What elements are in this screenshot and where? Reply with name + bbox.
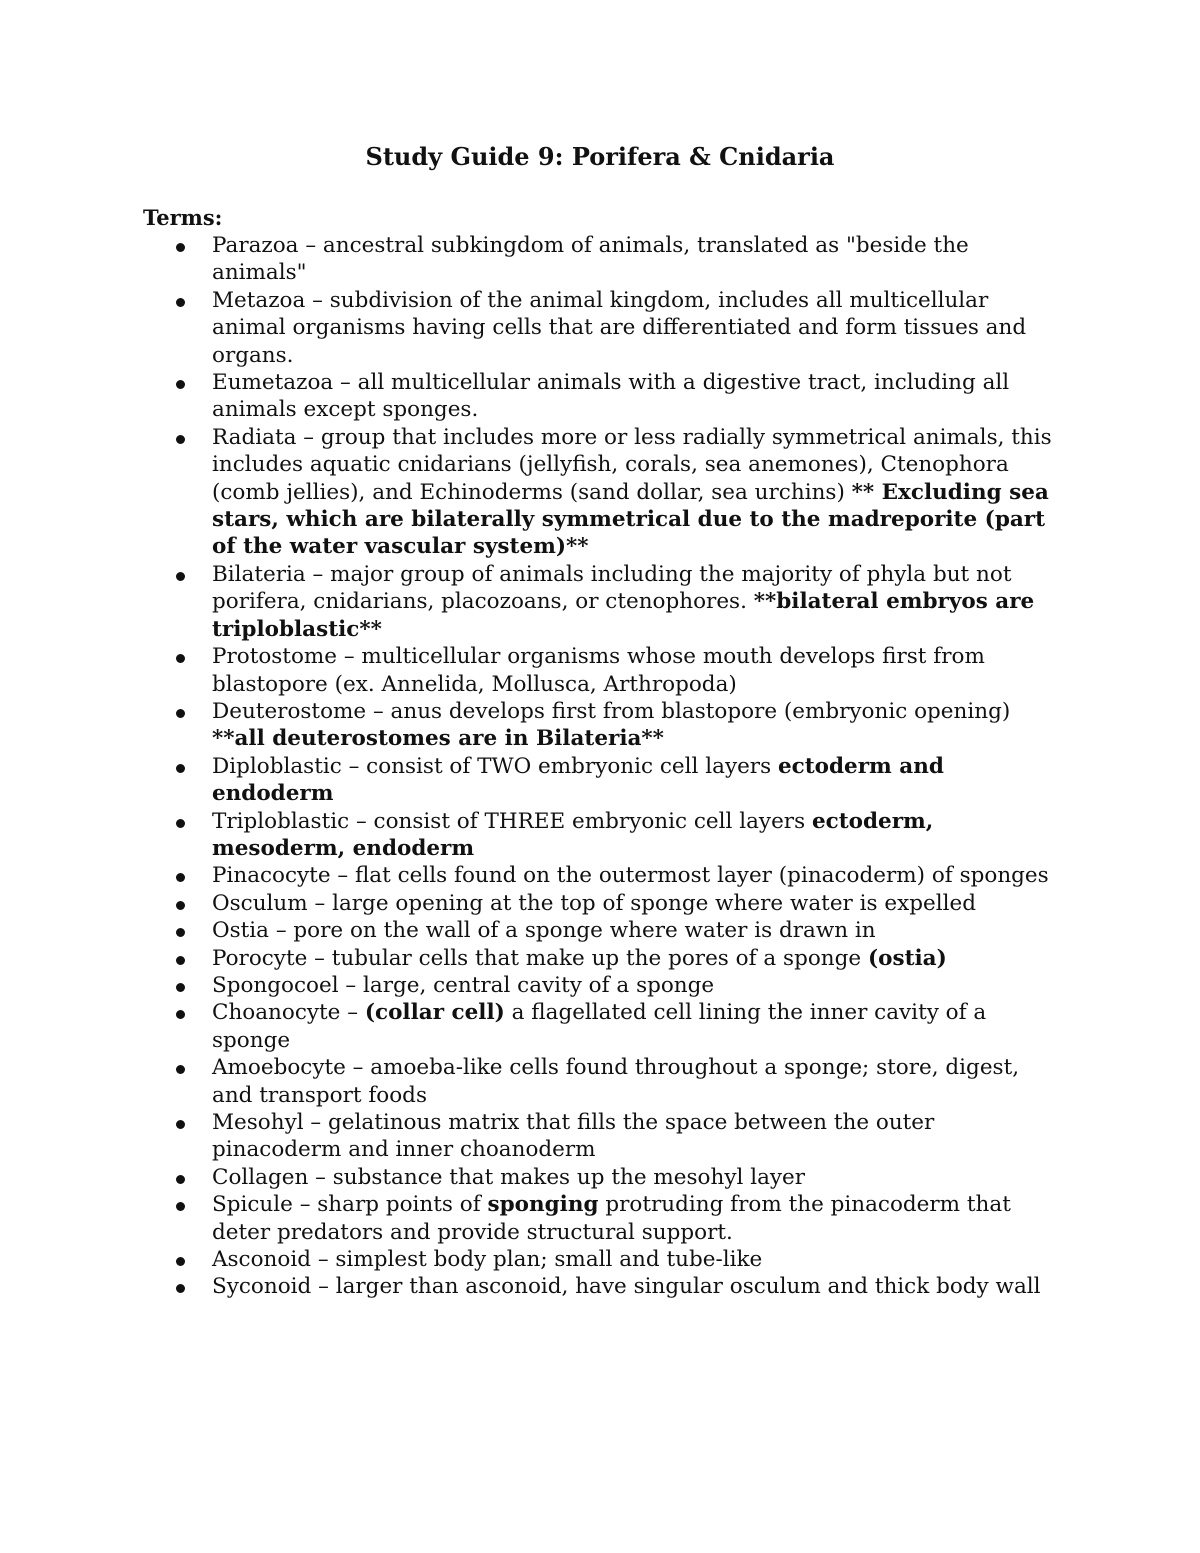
list-item <box>212 808 1060 863</box>
list-item <box>212 424 1060 561</box>
list-item <box>212 999 1060 1054</box>
list-item <box>212 945 1060 972</box>
list-item <box>212 698 1060 753</box>
list-item <box>212 862 1060 889</box>
terms-list <box>143 232 1060 1301</box>
list-item <box>212 1164 1060 1191</box>
term-definition: – flat cells found on the outermost layer (pinacoderm) of sponges <box>330 863 1049 889</box>
term-definition: – <box>340 1000 365 1026</box>
term-name: Collagen <box>212 1164 309 1190</box>
term-name: Radiata <box>212 424 297 450</box>
term-name: Bilateria <box>212 561 306 587</box>
list-item <box>212 643 1060 698</box>
list-item <box>212 369 1060 424</box>
term-definition: – large, central cavity of a sponge <box>338 972 715 998</box>
term-emphasis: **all deuterostomes are in Bilateria** <box>212 726 664 752</box>
term-definition: – subdivision of the animal kingdom, includes all multicellular animal organisms having cells that are differentiated and form tissues and organs. <box>212 287 1027 368</box>
term-definition: – consist of TWO embryonic cell layers <box>341 753 778 779</box>
list-item <box>212 753 1060 808</box>
term-name: Diploblastic <box>212 753 342 779</box>
list-item <box>212 561 1060 643</box>
term-definition: – ancestral subkingdom of animals, translated as "beside the animals" <box>212 233 969 286</box>
list-item <box>212 1273 1060 1300</box>
term-definition: – tubular cells that make up the pores of a sponge <box>307 945 868 971</box>
term-definition: – pore on the wall of a sponge where water is drawn in <box>269 918 876 944</box>
term-definition: – consist of THREE embryonic cell layers <box>349 808 812 834</box>
term-name: Metazoa <box>212 287 306 313</box>
term-name: Spongocoel <box>212 972 339 998</box>
term-name: Parazoa <box>212 233 299 258</box>
term-name: Asconoid <box>212 1247 311 1273</box>
term-definition-tail: a flagellated cell lining the inner cavity of a sponge <box>212 1000 987 1053</box>
term-emphasis: ectoderm, mesoderm, endoderm <box>212 808 934 861</box>
term-name: Deuterostome <box>212 698 367 724</box>
term-name: Spicule <box>212 1192 293 1218</box>
term-name: Triploblastic <box>212 808 350 834</box>
term-name: Choanocyte <box>212 1000 341 1026</box>
term-definition: – large opening at the top of sponge where water is expelled <box>307 890 976 916</box>
list-item <box>212 917 1060 944</box>
term-definition: – all multicellular animals with a digestive tract, including all animals except sponges. <box>212 370 1010 423</box>
term-name: Porocyte <box>212 945 308 971</box>
term-name: Ostia <box>212 918 269 944</box>
list-item <box>212 232 1060 287</box>
term-definition: – gelatinous matrix that fills the space between the outer pinacoderm and inner choanoderm <box>212 1110 935 1163</box>
term-definition-tail: protruding from the pinacoderm that deter predators and provide structural support. <box>212 1192 1011 1245</box>
term-name: Eumetazoa <box>212 370 334 396</box>
list-item <box>212 1054 1060 1109</box>
document-title: Study Guide 9: Porifera & Cnidaria <box>365 142 835 171</box>
term-emphasis: ectoderm and endoderm <box>212 753 944 807</box>
list-item <box>212 1191 1060 1246</box>
term-name: Protostome <box>212 644 338 670</box>
list-item <box>212 287 1060 369</box>
term-name: Pinacocyte <box>212 863 331 889</box>
term-definition: – group that includes more or less radially symmetrical animals, this includes aquatic cnidarians (jellyfish, corals, sea anemones), Ctenophora (comb jellies), and Echinoderms (sand dollar, sea urchins) <box>212 424 1052 505</box>
term-name: Syconoid <box>212 1274 312 1300</box>
term-name: Amoebocyte <box>212 1055 346 1081</box>
term-definition: – major group of animals including the majority of phyla but not porifera, cnidarians, placozoans, or ctenophores. <box>212 561 1012 615</box>
term-definition: – substance that makes up the mesohyl layer <box>308 1164 806 1190</box>
term-emphasis: sponging <box>487 1192 599 1218</box>
section-heading-terms: Terms: <box>143 205 223 230</box>
term-definition: – larger than asconoid, have singular osculum and thick body wall <box>311 1274 1041 1300</box>
term-definition: – anus develops first from blastopore (embryonic opening) <box>366 698 1011 724</box>
term-definition: – sharp points of <box>292 1192 488 1218</box>
term-name: Osculum <box>212 890 308 916</box>
term-definition: – multicellular organisms whose mouth develops first from blastopore (ex. Annelida, Mollusca, Arthropoda) <box>212 644 985 697</box>
term-definition: – amoeba-like cells found throughout a sponge; store, digest, and transport foods <box>212 1055 1020 1108</box>
list-item <box>212 1246 1060 1273</box>
term-emphasis: (collar cell) <box>364 1000 505 1026</box>
term-emphasis: ** Excluding sea stars, which are bilaterally symmetrical due to the madreporite (part of the water vascular system)** <box>212 479 1049 560</box>
list-item <box>212 1109 1060 1164</box>
term-emphasis: **bilateral embryos are triploblastic** <box>212 589 1035 642</box>
term-definition: – simplest body plan; small and tube-like <box>310 1247 763 1273</box>
term-name: Mesohyl <box>212 1110 304 1135</box>
list-item <box>212 972 1060 999</box>
term-emphasis: (ostia) <box>867 945 947 971</box>
list-item <box>212 890 1060 917</box>
